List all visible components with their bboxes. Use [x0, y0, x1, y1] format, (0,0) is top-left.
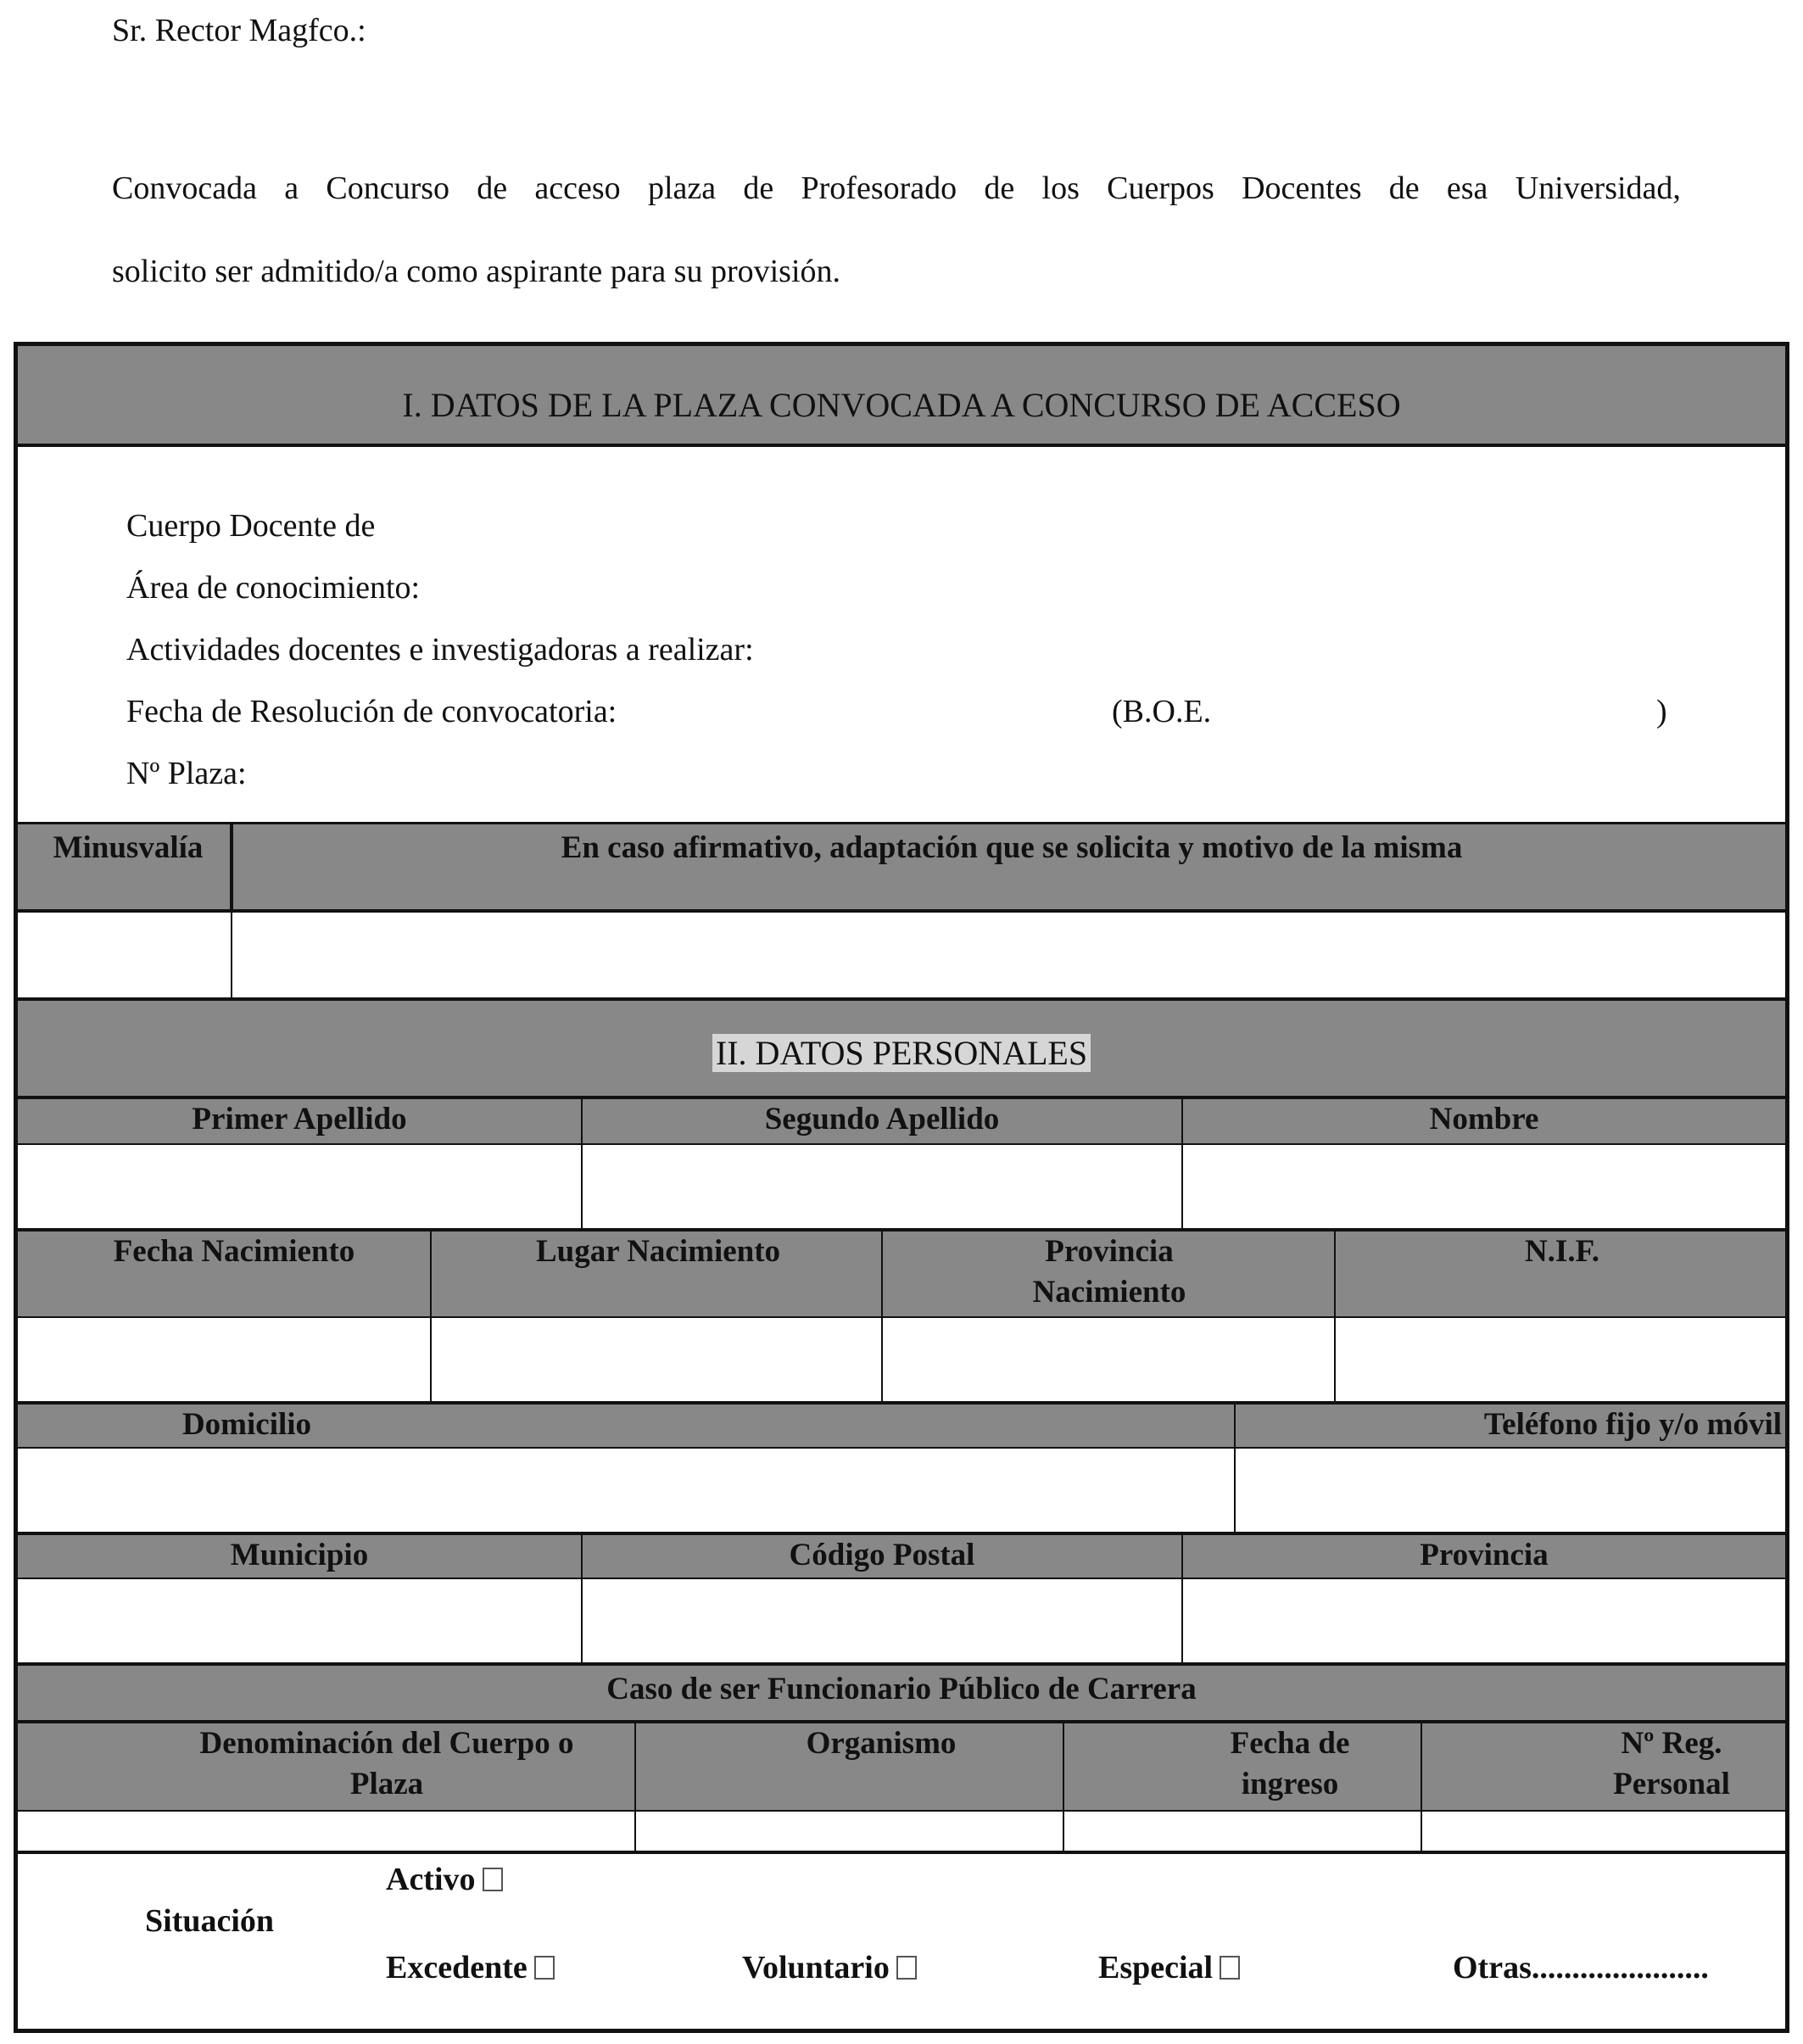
intro-word: Docentes: [1242, 170, 1362, 206]
denominacion-line2: Plaza: [349, 1767, 424, 1801]
adaptacion-label: En caso afirmativo, adaptación que se solicita y motivo de la misma: [561, 830, 1463, 865]
intro-line-1: [112, 170, 1681, 207]
excedente-label: Excedente: [386, 1950, 528, 1985]
provincia-nacimiento-line2: Nacimiento: [1032, 1275, 1186, 1310]
provincia-nacimiento-label: [885, 1231, 1334, 1313]
intro-word: Profesorado: [801, 170, 957, 206]
organismo-input[interactable]: [638, 1812, 1061, 1849]
divider: [18, 444, 1785, 447]
section1-title: I. DATOS DE LA PLAZA CONVOCADA A CONCURSO DE ACCESO: [402, 386, 1401, 424]
section2-title: II. DATOS PERSONALES: [712, 1034, 1091, 1072]
fecha-nacimiento-label: Fecha Nacimiento: [113, 1234, 355, 1269]
divider: [1234, 1405, 1236, 1532]
provincia-label: Provincia: [1420, 1538, 1549, 1572]
intro-word: Convocada: [112, 170, 257, 206]
intro-word: de: [743, 170, 774, 206]
denominacion-label: [145, 1723, 628, 1805]
intro-word: Universidad,: [1515, 170, 1681, 206]
domicilio-input[interactable]: [18, 1449, 1232, 1530]
divider: [881, 1231, 883, 1401]
intro-line-2: solicito ser admitido/a como aspirante para su provisión.: [112, 254, 841, 289]
primer-apellido-input[interactable]: [18, 1145, 579, 1226]
nif-label: N.I.F.: [1524, 1234, 1600, 1269]
nombre-input[interactable]: [1185, 1145, 1785, 1226]
excedente-checkbox[interactable]: [534, 1956, 555, 1980]
section2-title-wrap: [18, 1033, 1785, 1073]
otras-field[interactable]: Otras......................: [1453, 1950, 1709, 1985]
intro-word: los: [1041, 170, 1080, 206]
organismo-label: Organismo: [806, 1726, 957, 1761]
fecha-ingreso-input[interactable]: [1066, 1812, 1419, 1849]
intro-word: acceso: [534, 170, 621, 206]
section1-header: [18, 346, 1785, 444]
divider: [634, 1723, 636, 1851]
voluntario-checkbox[interactable]: [896, 1956, 917, 1980]
nreg-line1: Nº Reg.: [1621, 1726, 1722, 1761]
funcionario-title: Caso de ser Funcionario Público de Carrera: [606, 1672, 1197, 1706]
intro-paragraph: [112, 170, 1681, 289]
boe-close-label: ): [1656, 694, 1667, 729]
activo-label: Activo: [386, 1862, 476, 1897]
cuerpo-docente-field[interactable]: Cuerpo Docente de: [126, 508, 376, 544]
domicilio-label: Domicilio: [181, 1407, 312, 1442]
fecha-ingreso-line1: Fecha de: [1230, 1726, 1350, 1761]
intro-word: Cuerpos: [1107, 170, 1214, 206]
fecha-ingreso-line2: ingreso: [1241, 1767, 1339, 1801]
telefono-label: Teléfono fijo y/o móvil: [1483, 1407, 1782, 1442]
situacion-label: Situación: [145, 1903, 275, 1939]
intro-word: de: [984, 170, 1015, 206]
denominacion-line1: Denominación del Cuerpo o: [199, 1726, 574, 1761]
fecha-ingreso-label: [1078, 1723, 1502, 1805]
divider: [1181, 1535, 1183, 1662]
lugar-nacimiento-label: Lugar Nacimiento: [535, 1234, 781, 1269]
divider: [581, 1535, 583, 1662]
activo-checkbox[interactable]: [483, 1868, 503, 1891]
municipio-input[interactable]: [18, 1579, 579, 1661]
salutation: Sr. Rector Magfco.:: [112, 13, 366, 48]
excedente-option[interactable]: [386, 1949, 555, 1986]
area-conocimiento-field[interactable]: Área de conocimiento:: [126, 570, 421, 606]
provincia-nacimiento-line1: Provincia: [1045, 1234, 1174, 1269]
intro-word: de: [477, 170, 508, 206]
divider: [18, 1851, 1785, 1854]
telefono-input[interactable]: [1237, 1449, 1785, 1530]
intro-word: plaza: [647, 170, 717, 206]
intro-word: de: [1388, 170, 1420, 206]
fecha-resolucion-field[interactable]: Fecha de Resolución de convocatoria:: [126, 694, 617, 729]
nombre-label: Nombre: [1429, 1102, 1539, 1136]
divider: [1181, 1099, 1183, 1228]
minusvalia-input[interactable]: [18, 913, 230, 996]
divider: [1421, 1723, 1422, 1851]
provincia-nacimiento-input[interactable]: [885, 1318, 1332, 1399]
divider: [430, 1231, 432, 1401]
application-form: [14, 342, 1789, 2033]
voluntario-option[interactable]: [742, 1949, 917, 1986]
especial-label: Especial: [1098, 1950, 1214, 1985]
codigo-postal-label: Código Postal: [789, 1538, 975, 1572]
divider: [231, 913, 232, 997]
nif-input[interactable]: [1337, 1318, 1785, 1399]
divider: [1334, 1231, 1336, 1401]
provincia-input[interactable]: [1185, 1579, 1785, 1661]
fecha-nacimiento-input[interactable]: [18, 1318, 428, 1399]
lugar-nacimiento-input[interactable]: [433, 1318, 879, 1399]
intro-word: Concurso: [326, 170, 450, 206]
n-plaza-field[interactable]: Nº Plaza:: [126, 756, 247, 791]
nreg-line2: Personal: [1613, 1767, 1730, 1801]
segundo-apellido-label: Segundo Apellido: [764, 1102, 1000, 1136]
nreg-label: [1460, 1723, 1803, 1805]
voluntario-label: Voluntario: [742, 1950, 890, 1985]
municipio-label: Municipio: [230, 1538, 369, 1572]
primer-apellido-label: Primer Apellido: [192, 1102, 407, 1136]
minusvalia-label: Minusvalía: [53, 830, 204, 865]
intro-word: esa: [1446, 170, 1488, 206]
especial-option[interactable]: [1098, 1949, 1240, 1986]
boe-open-label: (B.O.E.: [1112, 694, 1212, 729]
divider: [581, 1099, 583, 1228]
divider: [1063, 1723, 1064, 1851]
codigo-postal-input[interactable]: [584, 1579, 1180, 1661]
especial-checkbox[interactable]: [1220, 1956, 1240, 1980]
segundo-apellido-input[interactable]: [584, 1145, 1180, 1226]
funcionario-header: [18, 1666, 1785, 1720]
intro-word: a: [284, 170, 299, 206]
denominacion-input[interactable]: [18, 1812, 633, 1849]
divider: [230, 824, 233, 909]
actividades-field[interactable]: Actividades docentes e investigadoras a realizar:: [126, 632, 754, 667]
nreg-input[interactable]: [1424, 1812, 1785, 1849]
activo-option[interactable]: [386, 1861, 503, 1898]
adaptacion-input[interactable]: [233, 913, 1785, 996]
section2-header: [18, 1001, 1785, 1096]
